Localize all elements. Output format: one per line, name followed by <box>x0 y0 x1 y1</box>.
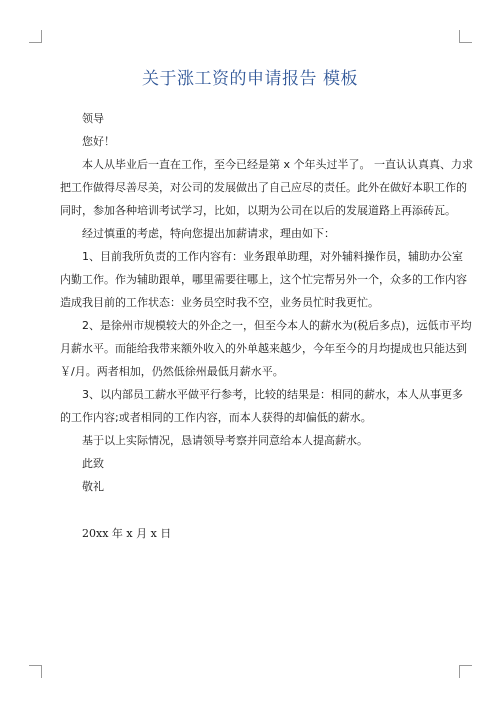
paragraph <box>60 383 463 429</box>
paragraph-line: ￥/月。两者相加，仍然低徐州最低月薪水平。 <box>60 365 284 378</box>
blank-line <box>60 498 440 522</box>
paragraph-line: 月薪水平。而能给我带来额外收入的外单越来越少，今年至今的月均提成也只能达到 <box>60 342 467 355</box>
paragraph <box>60 429 440 452</box>
paragraph-line: 的工作内容;或者相同的工作内容，而本人获得的却偏低的薪水。 <box>60 411 372 424</box>
greeting: 您好！ <box>82 135 115 148</box>
date-line: 20xx 年 x 月 x 日 <box>82 527 172 540</box>
crop-mark-top-right <box>459 30 472 43</box>
crop-mark-top-left <box>29 30 42 43</box>
paragraph-line: 基于以上实际情况，恳请领导考察并同意给本人提高薪水。 <box>82 434 368 447</box>
paragraph <box>60 222 440 245</box>
paragraph <box>60 153 473 222</box>
salutation: 领导 <box>82 112 104 125</box>
paragraph-line: 造成我目前的工作状态：业务员空时我不空，业务员忙时我更忙。 <box>60 296 379 309</box>
paragraph-line: 把工作做得尽善尽美，对公司的发展做出了自己应尽的责任。此外在做好本职工作的 <box>60 181 467 194</box>
paragraph <box>60 314 472 383</box>
paragraph-line: 本人从毕业后一直在工作，至今已经是第 x 个年头过半了。 一直认认真真、力求 <box>82 158 473 171</box>
closing-line-2: 敬礼 <box>82 480 104 493</box>
paragraph-line: 2、是徐州市规模较大的外企之一，但至今本人的薪水为(税后多点)，远低市平均 <box>82 319 472 332</box>
crop-mark-bottom-left <box>29 665 42 678</box>
paragraph-line: 同时，参加各种培训考试学习，比如，以期为公司在以后的发展道路上再添砖瓦。 <box>60 204 456 217</box>
closing-line-1: 此致 <box>82 457 104 470</box>
document-body <box>60 107 473 545</box>
paragraph-line: 1、目前我所负责的工作内容有：业务跟单助理，对外辅料操作员，辅助办公室 <box>82 250 463 263</box>
document-title: 关于涨工资的申请报告 模板 <box>142 69 358 89</box>
paragraph <box>60 245 467 314</box>
paragraph-line: 内勤工作。作为辅助跟单，哪里需要往哪上，这个忙完帮另外一个，众多的工作内容 <box>60 273 467 286</box>
paragraph-line: 经过慎重的考虑，特向您提出加薪请求，理由如下： <box>82 227 335 240</box>
crop-mark-bottom-right <box>459 665 472 678</box>
paragraph-line: 3、以内部员工薪水平做平行参考，比较的结果是：相同的薪水，本人从事更多 <box>82 388 463 401</box>
